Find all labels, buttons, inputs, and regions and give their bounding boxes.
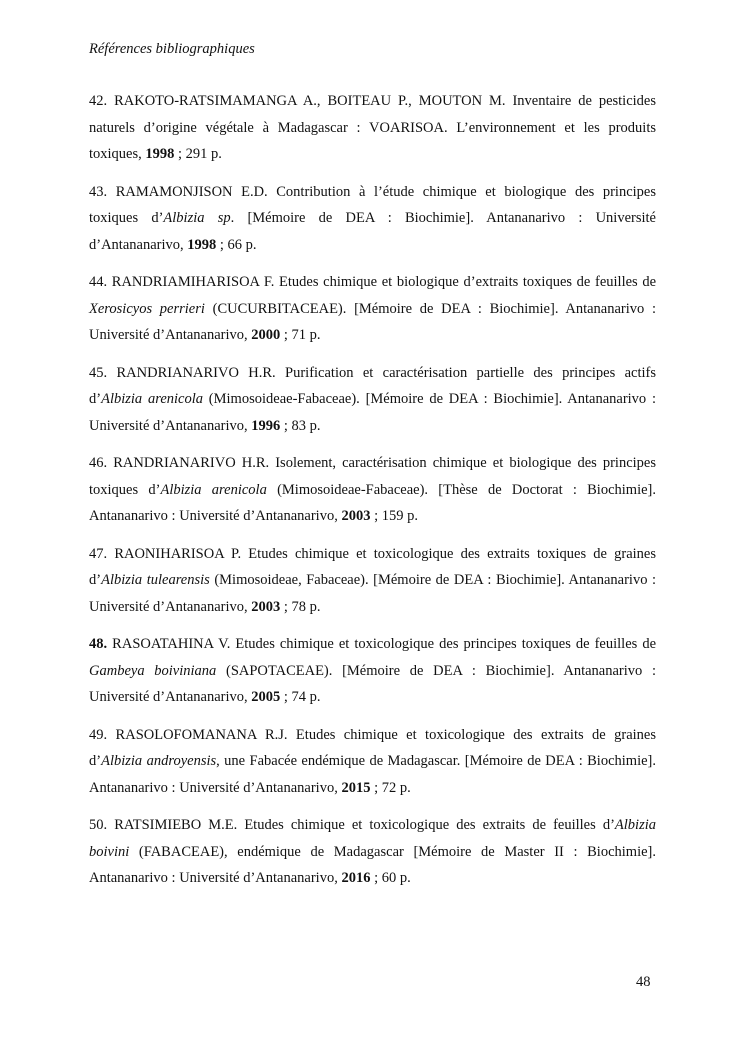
species-name: Gambeya boiviniana	[89, 662, 217, 679]
reference-text: ; 74 p.	[280, 689, 321, 705]
reference-entry	[89, 179, 656, 259]
reference-text: RANDRIAMIHARISOA F. Etudes chimique et biologique d’extraits toxiques de feuilles de	[111, 274, 657, 290]
reference-text: RATSIMIEBO M.E. Etudes chimique et toxicologique des extraits de feuilles d’	[114, 817, 615, 833]
reference-year: 2015	[341, 779, 371, 796]
reference-text: . [Mémoire de DEA : Biochimie]. Antananarivo : Université d’Antananarivo,	[89, 210, 656, 253]
reference-year: 1996	[251, 417, 281, 434]
reference-number: 48.	[89, 636, 108, 652]
reference-text: RAKOTO-RATSIMAMANGA A., BOITEAU P., MOUTON M. Inventaire de pesticides naturels d’origine végétale à Madagascar : VOARISOA. L’environnement et les produits toxiques,	[89, 93, 657, 162]
reference-number: 42.	[89, 93, 108, 109]
species-name: Albizia tulearensis	[101, 572, 210, 588]
reference-text: ; 71 p.	[280, 327, 321, 343]
reference-text: ; 72 p.	[370, 779, 411, 796]
reference-text: (FABACEAE), endémique de Madagascar [Mémoire de Master II : Biochimie]. Antananarivo : Université d’Antananarivo,	[89, 843, 656, 886]
species-name: Albizia boivini	[89, 817, 656, 860]
reference-text: ; 60 p.	[370, 870, 411, 886]
reference-text: RANDRIANARIVO H.R. Purification et caractérisation partielle des principes actifs d’	[89, 364, 656, 407]
reference-text: (Mimosoideae-Fabaceae). [Mémoire de DEA : Biochimie]. Antananarivo : Université d’Antananarivo,	[89, 391, 657, 434]
reference-entry	[89, 541, 656, 621]
reference-number: 50.	[89, 817, 108, 833]
reference-text: RAONIHARISOA P. Etudes chimique et toxicologique des extraits toxiques de graines d’	[89, 545, 657, 588]
reference-text: RASOATAHINA V. Etudes chimique et toxicologique des principes toxiques de feuilles de	[112, 636, 657, 652]
reference-text: (Mimosoideae-Fabaceae). [Thèse de Doctorat : Biochimie]. Antananarivo : Université d’Antananarivo,	[89, 481, 656, 524]
reference-number: 43.	[89, 183, 108, 200]
page-number: 48	[636, 974, 651, 990]
reference-entry	[89, 450, 656, 530]
reference-year: 1998	[145, 146, 175, 162]
reference-entry	[89, 631, 656, 711]
reference-number: 49.	[89, 726, 108, 743]
reference-text: ; 83 p.	[280, 417, 321, 434]
reference-text: RANDRIANARIVO H.R. Isolement, caractérisation chimique et biologique des principes toxiques d’	[89, 455, 657, 498]
reference-number: 44.	[89, 274, 108, 290]
reference-text: (CUCURBITACEAE). [Mémoire de DEA : Biochimie]. Antananarivo : Université d’Antananarivo,	[89, 300, 656, 343]
reference-text: ; 78 p.	[280, 598, 321, 615]
species-name: Albizia arenicola	[101, 391, 204, 407]
reference-year: 2000	[251, 327, 281, 343]
reference-text: ; 159 p.	[370, 508, 418, 524]
running-header: Références bibliographiques	[89, 41, 255, 57]
reference-list	[89, 88, 656, 903]
reference-year: 2003	[341, 508, 371, 524]
reference-text: ; 66 p.	[216, 236, 257, 253]
reference-year: 2016	[341, 870, 371, 886]
reference-number: 45.	[89, 364, 108, 381]
reference-year: 1998	[187, 236, 217, 253]
species-name: Albizia sp	[163, 210, 231, 226]
reference-number: 47.	[89, 545, 108, 562]
reference-entry	[89, 722, 656, 802]
reference-text: RASOLOFOMANANA R.J. Etudes chimique et toxicologique des extraits de graines d’	[89, 726, 657, 769]
reference-entry	[89, 360, 656, 440]
species-name: Xerosicyos perrieri	[89, 300, 205, 317]
reference-entry	[89, 812, 656, 892]
reference-text: , une Fabacée endémique de Madagascar. [Mémoire de DEA : Biochimie]. Antananarivo : Université d’Antananarivo,	[89, 753, 656, 796]
reference-entry	[89, 88, 656, 168]
reference-text: (Mimosoideae, Fabaceae). [Mémoire de DEA : Biochimie]. Antananarivo : Université d’Antananarivo,	[89, 572, 656, 615]
reference-entry	[89, 269, 656, 349]
species-name: Albizia androyensis	[101, 753, 217, 769]
reference-year: 2003	[251, 598, 281, 615]
reference-text: (SAPOTACEAE). [Mémoire de DEA : Biochimie]. Antananarivo : Université d’Antananarivo,	[89, 662, 656, 705]
reference-text: RAMAMONJISON E.D. Contribution à l’étude chimique et biologique des principes toxiques d’	[89, 183, 656, 226]
species-name: Albizia arenicola	[160, 481, 267, 498]
reference-number: 46.	[89, 455, 108, 471]
reference-year: 2005	[251, 689, 281, 705]
reference-text: ; 291 p.	[174, 146, 222, 162]
